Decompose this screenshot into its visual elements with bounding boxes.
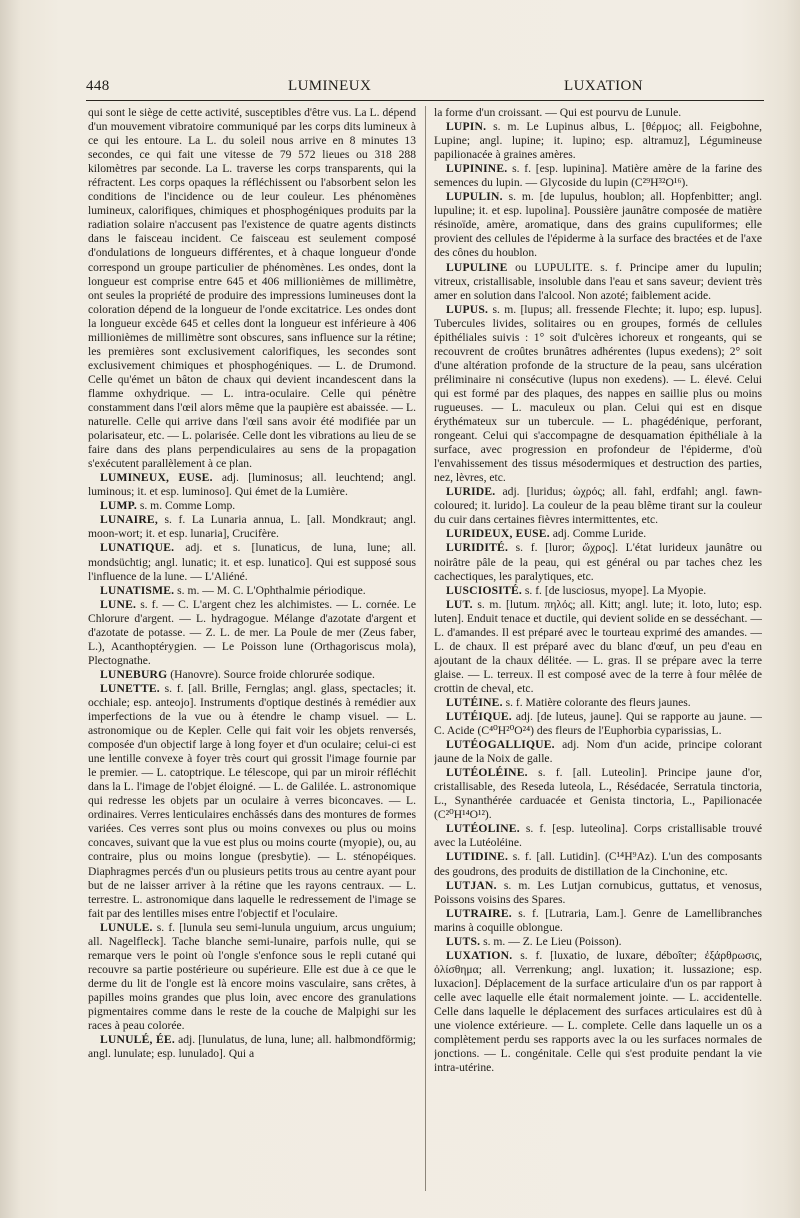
entry-headword: LUPININE. — [446, 162, 508, 176]
entry-text: s. f. [esp. luteolina]. Corps cristallisable trouvé avec la Lutéoléine. — [434, 822, 762, 850]
entry — [88, 584, 416, 598]
entry — [88, 598, 416, 668]
entry-text: s. f. La Lunaria annua, L. [all. Mondkraut; angl. moon-wort; it. et esp. lunaria], Crucifère. — [88, 513, 416, 541]
entry — [434, 485, 762, 527]
entry — [88, 541, 416, 583]
entry — [434, 261, 762, 303]
right-column — [434, 106, 762, 1196]
entry-headword: LUNEBURG — [100, 667, 168, 681]
entry-text: s. f. [all. Lutidin]. (C¹⁴H⁹Az). L'un des composants des goudrons, des produits de distillation de la Cinchonine, etc. — [434, 850, 762, 878]
entry-headword: LUNULE. — [100, 920, 153, 934]
entry — [434, 303, 762, 486]
entry — [434, 696, 762, 710]
entry-text: s. f. [Lutraria, Lam.]. Genre de Lamellibranches marins à coquille oblongue. — [434, 906, 762, 934]
entry — [434, 190, 762, 260]
entry-headword: LUNAIRE, — [100, 513, 158, 527]
entry-headword: LUTJAN. — [446, 878, 497, 892]
header-rule — [86, 100, 764, 101]
entry — [88, 921, 416, 1033]
entry-text: adj. et s. [lunaticus, de luna, lune; all. mondsüchtig; angl. lunatic; it. et esp. lunatico]. Qui est supposé sous l'influence de la lune. — L'Aliéné. — [88, 541, 416, 583]
entry — [434, 907, 762, 935]
entry-text: s. f. Matière colorante des fleurs jaunes. — [505, 695, 691, 709]
entry-headword: LURIDEUX, EUSE. — [446, 527, 550, 541]
entry — [434, 598, 762, 696]
entry-text: adj. [luridus; ὠχρός; all. fahl, erdfahl; angl. fawn-coloured; it. lurido]. La couleur de la peau blême tirant sur la couleur du cuir dans certaines fièvres intermittentes, etc. — [434, 485, 762, 527]
entry-text: adj. [lunulatus, de luna, lune; all. halbmondförmig; angl. lunulate; esp. lunulado]. Qui a — [88, 1033, 416, 1061]
entry — [88, 682, 416, 921]
entry — [434, 541, 762, 583]
entry-text: s. f. [esp. lupinina]. Matière amère de la farine des semences du lupin. — Glycoside du lupin (C²⁹H³²O¹⁶). — [434, 162, 762, 190]
entry-text: s. f. [luxatio, de luxare, déboîter; ἐξάρθρωσις, ὀλίσθημα; all. Verrenkung; angl. luxation; it. lussazione; esp. luxacion]. Déplacement de la surface articulaire d'un os par rapport à celle avec laquelle elle était normalement jointe. — L. accidentelle. Celle dans laquelle le déplacement des surfaces articulaires est dû à une violence extérieure. — L. complete. Celle dans laquelle un os a complètement perdu ses rapports avec la ou les surfaces normales de jonctions. — L. congénitale. Celle qui s'est produite pendant la vie intra-utérine. — [434, 948, 762, 1075]
entry — [434, 527, 762, 541]
entry — [434, 584, 762, 598]
entry-headword: LUTÉOGALLIQUE. — [446, 738, 555, 752]
entry-headword: LUTÉIQUE. — [446, 710, 512, 724]
entry-headword: LURIDITÉ. — [446, 541, 509, 555]
entry-headword: LUPIN. — [446, 120, 487, 134]
entry-text: s. m. [lutum. πηλός; all. Kitt; angl. lute; it. loto, luto; esp. luten]. Enduit tenace et ductile, qui devient solide en se desséchant. — L. d'amandes. Il est préparé avec le tourteau exprimé des amandes. — L. de chaux. Il est préparé avec du blanc d'œuf, un peu d'eau en ajoutant de la chaux délitée. — L. gras. Il se prépare avec la terre glaise. — L. terreux. Il est composé avec de la terre à four mêlée de crottin de cheval, etc. — [434, 597, 762, 695]
running-head-right: LUXATION — [564, 78, 644, 94]
entry-text: (Hanovre). Source froide chlorurée sodique. — [170, 667, 375, 681]
entry — [434, 106, 762, 120]
entry-headword: LUNATIQUE. — [100, 541, 175, 555]
entry-headword: LUPULINE — [446, 260, 508, 274]
entry-headword: LUTÉINE. — [446, 695, 503, 709]
entry-text: s. m. [lupus; all. fressende Flechte; it. lupo; esp. lupus]. Tubercules livides, solitaires ou en groupes, formés de cellules épithéliales suivis : 1° soit d'ulcères ichoreux et rongeants, qui se recouvrent de croûtes brunâtres adhérentes (lupus exedens); 2° soit d'une altération profonde de la structure de la peau, sans ulcération préliminaire ni consécutive (lupus non exedens). — L. élevé. Celui qui est formé par des plaques, des nappes en saillie plus ou moins rugueuses. — L. maculeux ou plan. Celui qui est en disque érythémateux sur un tubercule. — L. phagédénique, perforant, rongeant. Celui qui s'accompagne de desquamation épithéliale à la surface, avec progression en profondeur de l'épiderme, d'où l'envahissement des tissus mésodermiques et destruction des parties, nez, lèvres, etc. — [434, 302, 762, 485]
entry-text: qui sont le siège de cette activité, susceptibles d'être vus. La L. dépend d'un mouvement vibratoire communiqué par les corps dits lumineux à ce qui les entoure. La L. du soleil nous arrive en 8 minutes 13 secondes, ce qui fait une vitesse de 79 572 lieues ou 318 288 kilomètres par seconde. La L. traverse les corps transparents, qui la réfractent. Les corps opaques la réfléchissent ou l'absorbent selon les conditions de l'incidence ou de leur couleur. Les phénomènes lumineux, calorifiques, chimiques et phosphogéniques produits par la radiation solaire n'accusent pas l'existence de quatre agents distincts dans le faisceau incident. Ce faisceau est seulement composé d'ondulations de longueurs différentes, et à chaque longueur d'onde correspond un groupe particulier de phénomènes. Les ondes, dont la longueur est comprise entre 645 et 406 millionièmes de millimètre, ont seules la propriété de produire des impressions lumineuses dont la coloration dépend de la longueur de l'onde excitatrice. Les ondes dont la longueur excède 645 et celles dont la longueur est inférieure à 406 millionièmes de millimètre sont obscures, sans influence sur la rétine; les premières sont exclusivement calorifiques, les secondes sont exclusivement chimiques et phosphogéniques. — L. de Drumond. Celle qu'émet un bâton de chaux qui devient incandescent dans la flamme oxhydrique. — L. intra-oculaire. Celle qui pénètre constamment dans l'œil alors même que la paupière est abaissée. — L. naturelle. Celle qui arrive dans l'œil sans avoir été modifiée par un polarisateur, etc. — L. polarisée. Celle dont les vibrations au lieu de se faire dans des plans perpendiculaires au sens de la propagation s'exécutent parallèlement à ce plan. — [88, 106, 416, 471]
running-head-left: LUMINEUX — [288, 78, 372, 94]
entry-headword: LUTIDINE. — [446, 850, 509, 864]
entry-text: s. m. Le Lupinus albus, L. [θέρμος; all. Feigbohne, Lupine; angl. lupine; it. lupino; esp. altramuz], Légumineuse papilionacée à graines amères. — [434, 120, 762, 162]
entry-headword: LUTRAIRE. — [446, 906, 512, 920]
entry-text: adj. [de luteus, jaune]. Qui se rapporte au jaune. — C. Acide (C⁴⁰H²⁰O²⁴) des fleurs de l'Euphorbia cyparissias, L. — [434, 710, 762, 738]
entry-headword: LUSCIOSITÉ. — [446, 583, 522, 597]
entry — [434, 766, 762, 822]
entry — [434, 162, 762, 190]
entry-headword: LUTS. — [446, 934, 481, 948]
entry-text: la forme d'un croissant. — Qui est pourvu de Lunule. — [434, 106, 682, 119]
entry-headword: LUPULIN. — [446, 190, 503, 204]
entry-text: adj. Comme Luride. — [552, 527, 647, 541]
entry — [88, 471, 416, 499]
page-number: 448 — [86, 78, 110, 94]
entry-text: s. f. [lunula seu semi-lunula unguium, arcus unguium; all. Nagelfleck]. Tache blanche semi-lunaire, parfois nulle, qui se remarque vers le point où l'ongle s'enfonce sous le repli cutané qui recouvre sa partie postérieure ou supérieure. Elle est due à ce que le derme du lit de l'ongle est là encore moins vasculaire, sans crêtes, à papilles moins grandes que plus loin, avec encore des granulations pigmentaires comme dans le reste de la couche de Malpighi sur les races à peau colorée. — [88, 920, 416, 1033]
entry-headword: LUMP. — [100, 499, 137, 513]
entry-headword: LUTÉOLÉINE. — [446, 766, 528, 780]
entry — [434, 710, 762, 738]
entry — [434, 949, 762, 1075]
column-separator — [425, 106, 426, 1191]
entry — [88, 1033, 416, 1061]
entry-text: s. f. [all. Luteolin]. Principe jaune d'or, cristallisable, des Reseda luteola, L., Résédacée, Serratula tinctoria, L., Synanthérée carduacée et Genista tinctoria, L., Papilionacée (C²⁰H¹⁴O¹²). — [434, 766, 762, 822]
entry-text: adj. Nom d'un acide, principe colorant jaune de la Noix de galle. — [434, 738, 762, 766]
entry-text: s. f. [all. Brille, Fernglas; angl. glass, spectacles; it. occhiale; esp. anteojo]. Instruments d'optique destinés à remédier aux imperfections de la vue ou à étendre le champ visuel. — L. astronomique ou de Kepler. Celle qui fait voir les objets renversés, composée d'un objectif large à long foyer et d'un oculaire; celui-ci est une lentille convexe à foyer très court qui grossit l'image fournie par le premier. — L. catoptrique. Le télescope, qui par un miroir réfléchit dans la L. l'image de l'objet éloigné. — L. de Galilée. L. astronomique qui redresse les objets par un oculaire à verres biconcaves. — L. ordinaires. Verres lenticulaires enchâssés dans des montures de formes variées. Ces verres sont plus ou moins convexes ou plus ou moins concaves, suivant que la vue est plus ou moins courte (myopie), ou, au contraire, plus ou moins longue (presbytie). — L. sténopéiques. Diaphragmes percés d'un ou plusieurs petits trous au centre ayant pour but de ne laisser arriver à la rétine que les rayons centraux. — L. terrestre. L. astronomique dans laquelle le redressement de l'image se fait par des lentilles mises entre l'objectif et l'oculaire. — [88, 681, 416, 920]
entry-text: s. m. [de lupulus, houblon; all. Hopfenbitter; angl. lupuline; it. et esp. lupolina]. Poussière jaunâtre composée de matière résinoïde, amère, aromatique, dans des grains cupuliformes; elle provient des cellules de l'épiderme à la surface des bractées et de l'axe des cônes du houblon. — [434, 190, 762, 260]
entry — [434, 850, 762, 878]
entry-headword: LUTÉOLINE. — [446, 822, 520, 836]
left-column — [88, 106, 416, 1196]
entry-headword: LUNETTE. — [100, 681, 160, 695]
entry-text: s. f. [de lusciosus, myope]. La Myopie. — [524, 583, 707, 597]
entry-text: s. f. [luror; ὤχρος]. L'état lurideux jaunâtre ou noirâtre pâle de la peau, qui est général ou par taches chez les cachectiques, les paralytiques, etc. — [434, 541, 762, 583]
entry — [434, 738, 762, 766]
entry-headword: LUXATION. — [446, 948, 513, 962]
entry-text: s. m. Les Lutjan cornubicus, guttatus, et venosus, Poissons voisins des Spares. — [434, 878, 762, 906]
entry-text: adj. [luminosus; all. leuchtend; angl. luminous; it. et esp. luminoso]. Qui émet de la Lumière. — [88, 471, 416, 499]
entry-headword: LUNULÉ, ÉE. — [100, 1033, 175, 1047]
entry-text: s. m. — Z. Le Lieu (Poisson). — [483, 934, 622, 948]
entry-headword: LUNATISME. — [100, 583, 175, 597]
entry — [434, 120, 762, 162]
entry — [434, 879, 762, 907]
entry-headword: LUMINEUX, EUSE. — [100, 471, 213, 485]
entry-text: s. m. — M. C. L'Ophthalmie périodique. — [177, 583, 366, 597]
entry — [88, 499, 416, 513]
entry-text: s. f. — C. L'argent chez les alchimistes. — L. cornée. Le Chlorure d'argent. — L. hydragogue. Mélange d'azotate d'argent et d'azotate de potasse. — Z. L. de mer. La Poule de mer (Zeus faber, L.), Acanthoptérygien. — Le Poisson lune (Orthagoriscus mola), Plectognathe. — [88, 597, 416, 667]
entry-headword: LUT. — [446, 597, 473, 611]
entry — [434, 935, 762, 949]
entry — [88, 106, 416, 471]
entry — [88, 668, 416, 682]
page-header — [86, 78, 766, 98]
entry — [88, 513, 416, 541]
entry-headword: LURIDE. — [446, 485, 496, 499]
entry-headword: LUPUS. — [446, 302, 489, 316]
entry — [434, 822, 762, 850]
entry-headword: LUNE. — [100, 597, 137, 611]
entry-text: ou LUPULITE. s. f. Principe amer du lupulin; vitreux, cristallisable, insoluble dans l'eau et sans saveur; devient très amer en solution dans l'alcool. Non azoté; faiblement acide. — [434, 260, 762, 302]
entry-text: s. m. Comme Lomp. — [139, 499, 236, 513]
